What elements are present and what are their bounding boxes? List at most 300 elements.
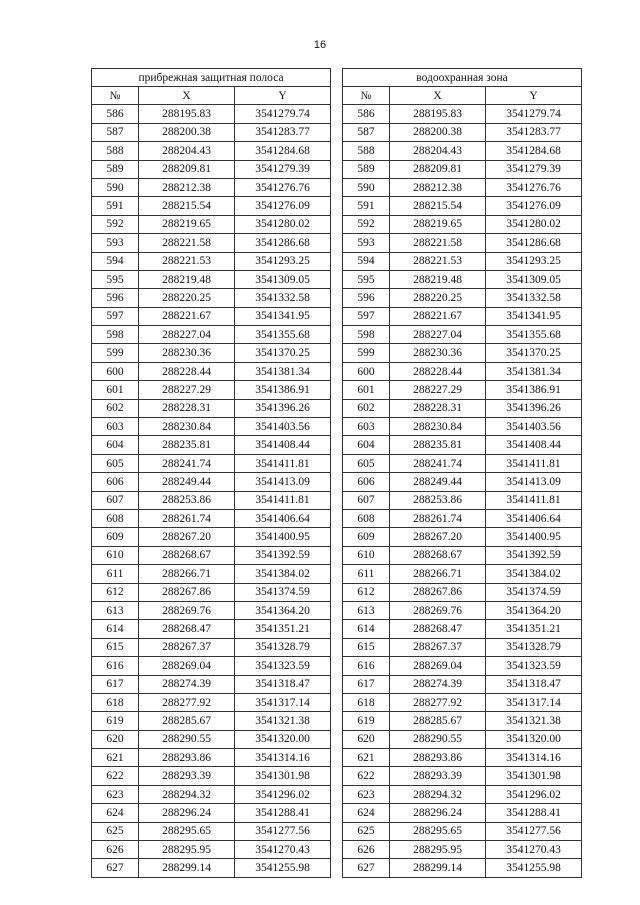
point-number-cell: 603 [343, 418, 390, 436]
point-number-cell: 604 [92, 436, 139, 454]
x-coordinate-cell: 288241.74 [390, 454, 486, 472]
table-row [92, 583, 331, 601]
y-coordinate-cell: 3541270.43 [486, 841, 582, 859]
x-coordinate-cell: 288267.20 [139, 528, 235, 546]
point-number-cell: 599 [343, 344, 390, 362]
x-coordinate-cell: 288219.65 [390, 215, 486, 233]
y-coordinate-cell: 3541323.59 [235, 657, 331, 675]
point-number-cell: 618 [92, 693, 139, 711]
x-coordinate-cell: 288290.55 [139, 730, 235, 748]
x-coordinate-cell: 288249.44 [390, 473, 486, 491]
x-coordinate-cell: 288227.04 [139, 326, 235, 344]
y-coordinate-cell: 3541318.47 [235, 675, 331, 693]
table-row [92, 142, 331, 160]
table-header-row [92, 87, 331, 105]
x-coordinate-cell: 288295.65 [390, 822, 486, 840]
page-number: 16 [313, 39, 327, 51]
x-coordinate-cell: 288230.84 [390, 418, 486, 436]
y-coordinate-cell: 3541374.59 [486, 583, 582, 601]
y-coordinate-cell: 3541384.02 [486, 565, 582, 583]
point-number-cell: 617 [92, 675, 139, 693]
x-coordinate-cell: 288228.31 [390, 399, 486, 417]
table-row [343, 399, 582, 417]
y-coordinate-cell: 3541283.77 [486, 123, 582, 141]
x-coordinate-cell: 288215.54 [139, 197, 235, 215]
table-row [343, 178, 582, 196]
x-coordinate-cell: 288253.86 [139, 491, 235, 509]
table-row [92, 197, 331, 215]
column-header-y: Y [486, 87, 582, 105]
point-number-cell: 587 [92, 123, 139, 141]
point-number-cell: 596 [92, 289, 139, 307]
point-number-cell: 606 [343, 473, 390, 491]
point-number-cell: 618 [343, 693, 390, 711]
table-row [343, 730, 582, 748]
x-coordinate-cell: 288204.43 [390, 142, 486, 160]
y-coordinate-cell: 3541386.91 [235, 381, 331, 399]
x-coordinate-cell: 288209.81 [139, 160, 235, 178]
table-row [92, 105, 331, 123]
y-coordinate-cell: 3541276.76 [486, 178, 582, 196]
y-coordinate-cell: 3541309.05 [235, 270, 331, 288]
table-row [92, 473, 331, 491]
table-row [343, 289, 582, 307]
column-header-y: Y [235, 87, 331, 105]
table-row [343, 620, 582, 638]
y-coordinate-cell: 3541317.14 [235, 693, 331, 711]
table-row [343, 509, 582, 527]
y-coordinate-cell: 3541411.81 [486, 491, 582, 509]
point-number-cell: 592 [92, 215, 139, 233]
point-number-cell: 622 [343, 767, 390, 785]
x-coordinate-cell: 288212.38 [139, 178, 235, 196]
table-row [343, 841, 582, 859]
table-row [92, 730, 331, 748]
point-number-cell: 614 [92, 620, 139, 638]
y-coordinate-cell: 3541293.25 [486, 252, 582, 270]
point-number-cell: 606 [92, 473, 139, 491]
table-row [92, 344, 331, 362]
column-header-number: № [343, 87, 390, 105]
x-coordinate-cell: 288215.54 [390, 197, 486, 215]
y-coordinate-cell: 3541276.09 [235, 197, 331, 215]
y-coordinate-cell: 3541351.21 [235, 620, 331, 638]
x-coordinate-cell: 288295.65 [139, 822, 235, 840]
y-coordinate-cell: 3541396.26 [486, 399, 582, 417]
point-number-cell: 626 [92, 841, 139, 859]
y-coordinate-cell: 3541279.74 [235, 105, 331, 123]
point-number-cell: 624 [92, 804, 139, 822]
y-coordinate-cell: 3541284.68 [235, 142, 331, 160]
x-coordinate-cell: 288267.86 [139, 583, 235, 601]
table-row [343, 712, 582, 730]
point-number-cell: 596 [343, 289, 390, 307]
y-coordinate-cell: 3541381.34 [486, 362, 582, 380]
x-coordinate-cell: 288221.58 [390, 234, 486, 252]
y-coordinate-cell: 3541280.02 [486, 215, 582, 233]
x-coordinate-cell: 288285.67 [139, 712, 235, 730]
y-coordinate-cell: 3541320.00 [235, 730, 331, 748]
table-row [343, 270, 582, 288]
table-row [343, 105, 582, 123]
table-row [92, 620, 331, 638]
point-number-cell: 597 [343, 307, 390, 325]
x-coordinate-cell: 288204.43 [139, 142, 235, 160]
x-coordinate-cell: 288294.32 [139, 785, 235, 803]
table-row [92, 252, 331, 270]
point-number-cell: 588 [92, 142, 139, 160]
x-coordinate-cell: 288228.44 [390, 362, 486, 380]
table-row [343, 215, 582, 233]
point-number-cell: 603 [92, 418, 139, 436]
table-row [92, 436, 331, 454]
point-number-cell: 608 [92, 509, 139, 527]
table-row [343, 160, 582, 178]
table-row [343, 491, 582, 509]
point-number-cell: 598 [343, 326, 390, 344]
y-coordinate-cell: 3541255.98 [486, 859, 582, 877]
x-coordinate-cell: 288268.67 [139, 546, 235, 564]
table-row [92, 822, 331, 840]
x-coordinate-cell: 288227.29 [139, 381, 235, 399]
table-row [343, 675, 582, 693]
point-number-cell: 595 [343, 270, 390, 288]
y-coordinate-cell: 3541364.20 [486, 601, 582, 619]
x-coordinate-cell: 288269.76 [139, 601, 235, 619]
table-row [92, 418, 331, 436]
table-row [343, 326, 582, 344]
x-coordinate-cell: 288267.86 [390, 583, 486, 601]
table-row [343, 767, 582, 785]
point-number-cell: 602 [92, 399, 139, 417]
x-coordinate-cell: 288294.32 [390, 785, 486, 803]
table-row [92, 215, 331, 233]
x-coordinate-cell: 288296.24 [390, 804, 486, 822]
x-coordinate-cell: 288267.20 [390, 528, 486, 546]
table-title: водоохранная зона [343, 69, 582, 87]
table-row [343, 234, 582, 252]
y-coordinate-cell: 3541280.02 [235, 215, 331, 233]
table-row [92, 454, 331, 472]
table-row [92, 859, 331, 877]
y-coordinate-cell: 3541351.21 [486, 620, 582, 638]
y-coordinate-cell: 3541279.39 [235, 160, 331, 178]
y-coordinate-cell: 3541301.98 [486, 767, 582, 785]
point-number-cell: 615 [92, 638, 139, 656]
x-coordinate-cell: 288293.86 [390, 749, 486, 767]
x-coordinate-cell: 288228.31 [139, 399, 235, 417]
x-coordinate-cell: 288295.95 [139, 841, 235, 859]
x-coordinate-cell: 288293.86 [139, 749, 235, 767]
point-number-cell: 608 [343, 509, 390, 527]
point-number-cell: 610 [92, 546, 139, 564]
y-coordinate-cell: 3541355.68 [235, 326, 331, 344]
table-row [92, 675, 331, 693]
point-number-cell: 610 [343, 546, 390, 564]
y-coordinate-cell: 3541279.74 [486, 105, 582, 123]
x-coordinate-cell: 288299.14 [390, 859, 486, 877]
point-number-cell: 625 [92, 822, 139, 840]
x-coordinate-cell: 288228.44 [139, 362, 235, 380]
point-number-cell: 627 [92, 859, 139, 877]
point-number-cell: 590 [92, 178, 139, 196]
table-row [343, 436, 582, 454]
table-row [343, 123, 582, 141]
table-row [343, 583, 582, 601]
table-row [343, 693, 582, 711]
y-coordinate-cell: 3541288.41 [486, 804, 582, 822]
point-number-cell: 612 [343, 583, 390, 601]
point-number-cell: 613 [343, 601, 390, 619]
x-coordinate-cell: 288230.84 [139, 418, 235, 436]
y-coordinate-cell: 3541321.38 [235, 712, 331, 730]
point-number-cell: 595 [92, 270, 139, 288]
table-row [92, 785, 331, 803]
point-number-cell: 609 [343, 528, 390, 546]
point-number-cell: 619 [343, 712, 390, 730]
x-coordinate-cell: 288293.39 [390, 767, 486, 785]
point-number-cell: 591 [343, 197, 390, 215]
point-number-cell: 620 [92, 730, 139, 748]
point-number-cell: 607 [92, 491, 139, 509]
point-number-cell: 591 [92, 197, 139, 215]
column-header-x: X [390, 87, 486, 105]
y-coordinate-cell: 3541284.68 [486, 142, 582, 160]
x-coordinate-cell: 288227.04 [390, 326, 486, 344]
point-number-cell: 620 [343, 730, 390, 748]
y-coordinate-cell: 3541277.56 [235, 822, 331, 840]
table-row [343, 454, 582, 472]
y-coordinate-cell: 3541384.02 [235, 565, 331, 583]
point-number-cell: 604 [343, 436, 390, 454]
x-coordinate-cell: 288266.71 [139, 565, 235, 583]
y-coordinate-cell: 3541413.09 [486, 473, 582, 491]
point-number-cell: 602 [343, 399, 390, 417]
y-coordinate-cell: 3541403.56 [486, 418, 582, 436]
point-number-cell: 616 [92, 657, 139, 675]
table-row [92, 178, 331, 196]
y-coordinate-cell: 3541301.98 [235, 767, 331, 785]
x-coordinate-cell: 288221.53 [139, 252, 235, 270]
table-row [92, 381, 331, 399]
point-number-cell: 586 [343, 105, 390, 123]
point-number-cell: 611 [343, 565, 390, 583]
y-coordinate-cell: 3541328.79 [235, 638, 331, 656]
y-coordinate-cell: 3541283.77 [235, 123, 331, 141]
x-coordinate-cell: 288293.39 [139, 767, 235, 785]
point-number-cell: 623 [343, 785, 390, 803]
table-row [92, 712, 331, 730]
point-number-cell: 614 [343, 620, 390, 638]
y-coordinate-cell: 3541381.34 [235, 362, 331, 380]
y-coordinate-cell: 3541286.68 [486, 234, 582, 252]
x-coordinate-cell: 288195.83 [139, 105, 235, 123]
table-row [92, 491, 331, 509]
x-coordinate-cell: 288219.48 [139, 270, 235, 288]
y-coordinate-cell: 3541323.59 [486, 657, 582, 675]
table-row [92, 693, 331, 711]
y-coordinate-cell: 3541411.81 [235, 454, 331, 472]
y-coordinate-cell: 3541411.81 [235, 491, 331, 509]
y-coordinate-cell: 3541314.16 [235, 749, 331, 767]
x-coordinate-cell: 288200.38 [390, 123, 486, 141]
x-coordinate-cell: 288221.67 [139, 307, 235, 325]
table-row [92, 565, 331, 583]
y-coordinate-cell: 3541408.44 [486, 436, 582, 454]
x-coordinate-cell: 288220.25 [139, 289, 235, 307]
table-row [92, 234, 331, 252]
table-row [92, 546, 331, 564]
point-number-cell: 598 [92, 326, 139, 344]
coastal-protection-strip-table [91, 68, 331, 878]
y-coordinate-cell: 3541411.81 [486, 454, 582, 472]
point-number-cell: 612 [92, 583, 139, 601]
y-coordinate-cell: 3541406.64 [486, 509, 582, 527]
y-coordinate-cell: 3541309.05 [486, 270, 582, 288]
y-coordinate-cell: 3541386.91 [486, 381, 582, 399]
y-coordinate-cell: 3541413.09 [235, 473, 331, 491]
x-coordinate-cell: 288261.74 [390, 509, 486, 527]
table-row [92, 307, 331, 325]
x-coordinate-cell: 288227.29 [390, 381, 486, 399]
point-number-cell: 593 [343, 234, 390, 252]
point-number-cell: 600 [92, 362, 139, 380]
x-coordinate-cell: 288274.39 [139, 675, 235, 693]
table-body [343, 105, 582, 877]
table-row [343, 601, 582, 619]
point-number-cell: 587 [343, 123, 390, 141]
y-coordinate-cell: 3541317.14 [486, 693, 582, 711]
y-coordinate-cell: 3541321.38 [486, 712, 582, 730]
point-number-cell: 599 [92, 344, 139, 362]
point-number-cell: 607 [343, 491, 390, 509]
table-row [92, 123, 331, 141]
x-coordinate-cell: 288267.37 [139, 638, 235, 656]
point-number-cell: 622 [92, 767, 139, 785]
point-number-cell: 623 [92, 785, 139, 803]
table-row [343, 381, 582, 399]
point-number-cell: 613 [92, 601, 139, 619]
point-number-cell: 625 [343, 822, 390, 840]
y-coordinate-cell: 3541400.95 [235, 528, 331, 546]
y-coordinate-cell: 3541341.95 [235, 307, 331, 325]
table-row [343, 859, 582, 877]
point-number-cell: 586 [92, 105, 139, 123]
point-number-cell: 624 [343, 804, 390, 822]
y-coordinate-cell: 3541370.25 [486, 344, 582, 362]
y-coordinate-cell: 3541332.58 [486, 289, 582, 307]
y-coordinate-cell: 3541341.95 [486, 307, 582, 325]
table-row [92, 362, 331, 380]
table-row [92, 528, 331, 546]
y-coordinate-cell: 3541296.02 [486, 785, 582, 803]
table-row [92, 289, 331, 307]
y-coordinate-cell: 3541296.02 [235, 785, 331, 803]
x-coordinate-cell: 288290.55 [390, 730, 486, 748]
y-coordinate-cell: 3541288.41 [235, 804, 331, 822]
x-coordinate-cell: 288266.71 [390, 565, 486, 583]
table-row [343, 804, 582, 822]
point-number-cell: 588 [343, 142, 390, 160]
y-coordinate-cell: 3541370.25 [235, 344, 331, 362]
x-coordinate-cell: 288219.48 [390, 270, 486, 288]
y-coordinate-cell: 3541364.20 [235, 601, 331, 619]
y-coordinate-cell: 3541318.47 [486, 675, 582, 693]
table-row [343, 528, 582, 546]
x-coordinate-cell: 288285.67 [390, 712, 486, 730]
table-row [343, 822, 582, 840]
x-coordinate-cell: 288235.81 [139, 436, 235, 454]
x-coordinate-cell: 288296.24 [139, 804, 235, 822]
x-coordinate-cell: 288219.65 [139, 215, 235, 233]
point-number-cell: 605 [92, 454, 139, 472]
x-coordinate-cell: 288261.74 [139, 509, 235, 527]
point-number-cell: 621 [343, 749, 390, 767]
x-coordinate-cell: 288267.37 [390, 638, 486, 656]
x-coordinate-cell: 288220.25 [390, 289, 486, 307]
x-coordinate-cell: 288230.36 [390, 344, 486, 362]
y-coordinate-cell: 3541314.16 [486, 749, 582, 767]
y-coordinate-cell: 3541276.76 [235, 178, 331, 196]
table-row [92, 270, 331, 288]
y-coordinate-cell: 3541279.39 [486, 160, 582, 178]
table-row [343, 197, 582, 215]
table-row [92, 767, 331, 785]
table-row [92, 326, 331, 344]
y-coordinate-cell: 3541355.68 [486, 326, 582, 344]
x-coordinate-cell: 288295.95 [390, 841, 486, 859]
x-coordinate-cell: 288249.44 [139, 473, 235, 491]
table-title: прибрежная защитная полоса [92, 69, 331, 87]
table-row [92, 638, 331, 656]
point-number-cell: 594 [343, 252, 390, 270]
x-coordinate-cell: 288274.39 [390, 675, 486, 693]
table-title-row [92, 69, 331, 87]
point-number-cell: 590 [343, 178, 390, 196]
table-row [92, 841, 331, 859]
table-row [92, 399, 331, 417]
y-coordinate-cell: 3541276.09 [486, 197, 582, 215]
table-row [343, 344, 582, 362]
column-header-number: № [92, 87, 139, 105]
y-coordinate-cell: 3541320.00 [486, 730, 582, 748]
y-coordinate-cell: 3541374.59 [235, 583, 331, 601]
x-coordinate-cell: 288221.58 [139, 234, 235, 252]
table-row [92, 160, 331, 178]
x-coordinate-cell: 288269.76 [390, 601, 486, 619]
x-coordinate-cell: 288221.67 [390, 307, 486, 325]
x-coordinate-cell: 288209.81 [390, 160, 486, 178]
x-coordinate-cell: 288277.92 [139, 693, 235, 711]
point-number-cell: 616 [343, 657, 390, 675]
table-body [92, 105, 331, 877]
table-row [92, 749, 331, 767]
x-coordinate-cell: 288230.36 [139, 344, 235, 362]
table-row [343, 565, 582, 583]
table-title-row [343, 69, 582, 87]
x-coordinate-cell: 288277.92 [390, 693, 486, 711]
y-coordinate-cell: 3541392.59 [486, 546, 582, 564]
table-row [343, 142, 582, 160]
y-coordinate-cell: 3541293.25 [235, 252, 331, 270]
table-header-row [343, 87, 582, 105]
table-row [343, 307, 582, 325]
table-row [92, 601, 331, 619]
x-coordinate-cell: 288268.67 [390, 546, 486, 564]
table-row [343, 785, 582, 803]
x-coordinate-cell: 288269.04 [139, 657, 235, 675]
x-coordinate-cell: 288241.74 [139, 454, 235, 472]
